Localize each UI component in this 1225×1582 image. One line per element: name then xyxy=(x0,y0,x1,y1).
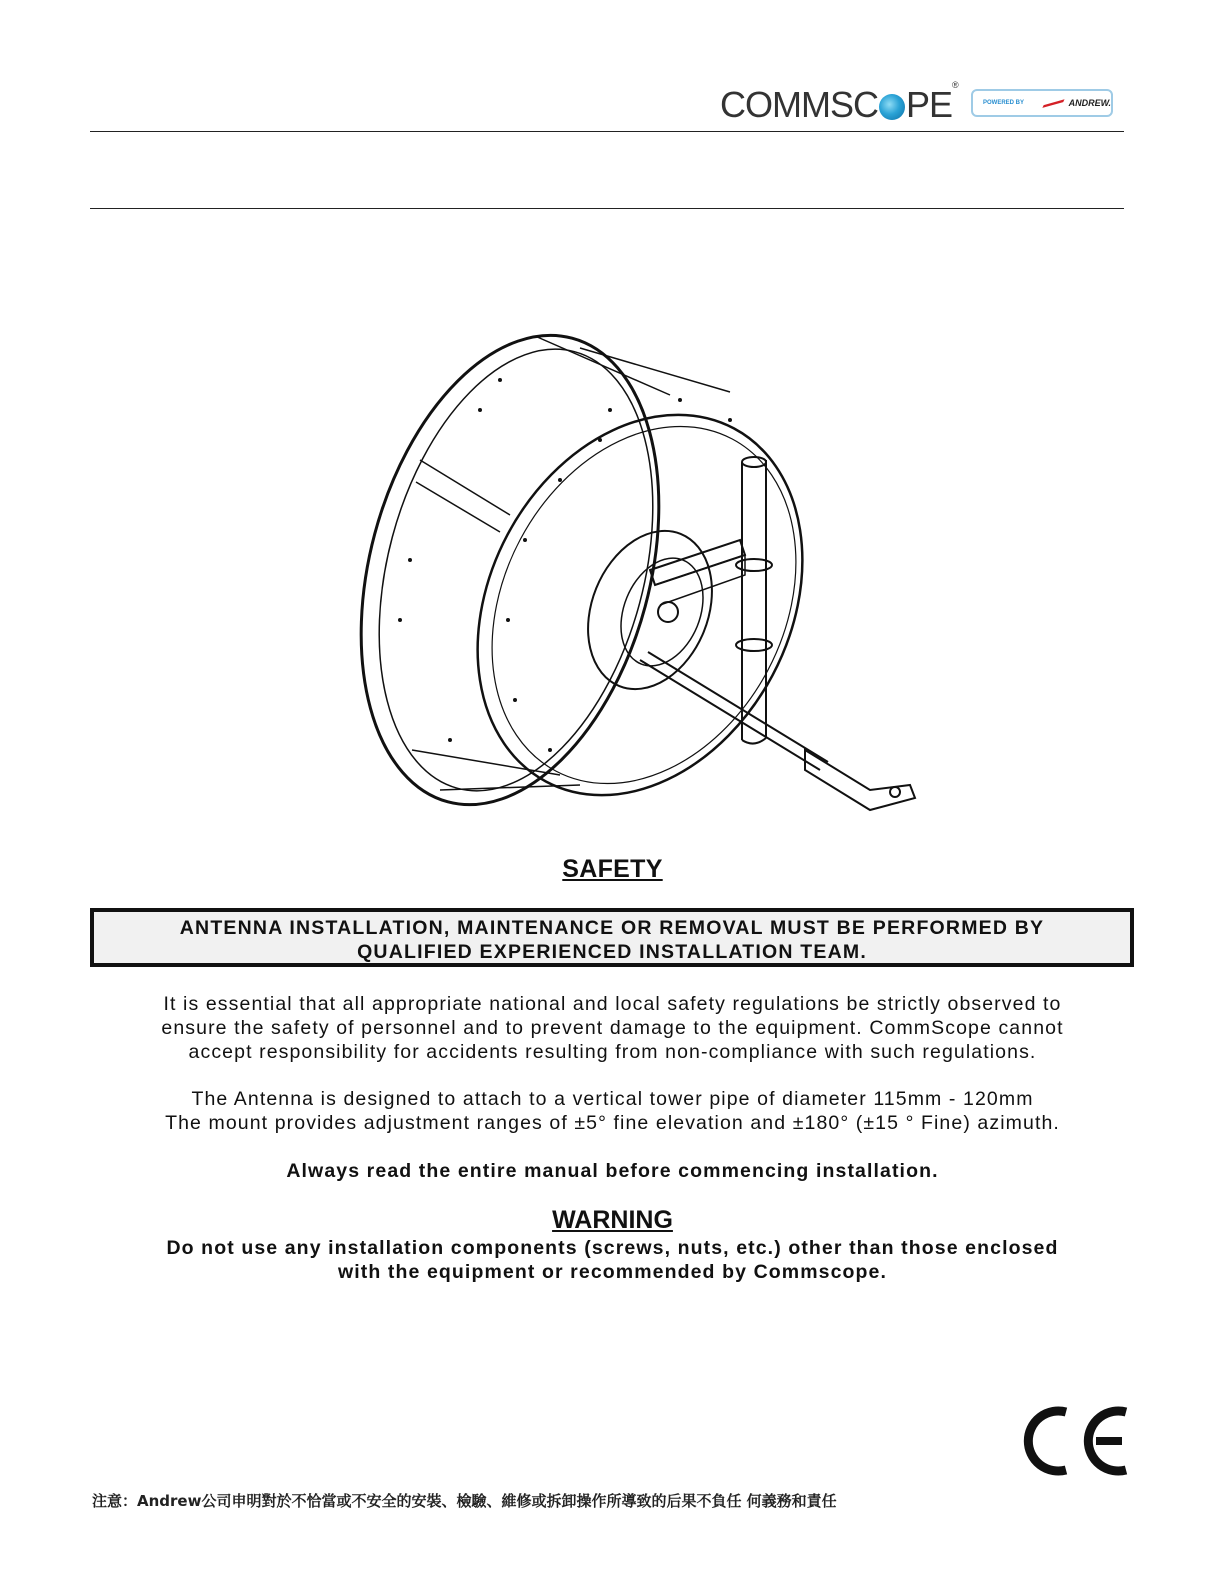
shroud-front-rim xyxy=(414,358,867,820)
badge-brand-text: ANDREW. xyxy=(1068,98,1111,108)
spec-line-2: The mount provides adjustment ranges of ±5° fine elevation and ±180° (±15 ° Fine) azimuth. xyxy=(165,1112,1060,1134)
antenna-dish-illustration xyxy=(350,320,930,820)
safety-heading: SAFETY xyxy=(562,855,663,883)
warning-heading: WARNING xyxy=(552,1206,673,1234)
ce-mark-icon xyxy=(1022,1404,1128,1478)
mast-pole xyxy=(742,460,766,740)
support-strut xyxy=(640,652,828,770)
warning-line-1: Do not use any installation components (screws, nuts, etc.) other than those enclosed xyxy=(166,1237,1059,1259)
installation-warning-box xyxy=(90,908,1134,967)
header-logos xyxy=(718,82,1122,128)
safety-para1-line1: It is essential that all appropriate national and local safety regulations be strictly observed to xyxy=(163,993,1062,1015)
read-manual-notice: Always read the entire manual before commencing installation. xyxy=(286,1160,939,1182)
warning-line-2: with the equipment or recommended by Commscope. xyxy=(337,1261,888,1283)
commscope-logo: COMMSC PE® xyxy=(720,80,958,125)
header-rule-top xyxy=(90,131,1124,132)
safety-regulations-paragraph xyxy=(0,992,1225,1064)
header-rule-bottom xyxy=(90,208,1124,209)
warning-paragraph xyxy=(0,1236,1225,1284)
rivets xyxy=(398,378,732,752)
commscope-o-icon xyxy=(879,94,905,120)
warning-box-line-1: ANTENNA INSTALLATION, MAINTENANCE OR REMOVAL MUST BE PERFORMED BY xyxy=(179,917,1045,939)
andrew-swoosh-icon xyxy=(1043,99,1066,108)
hub-outer xyxy=(566,512,735,708)
shroud-back-rim xyxy=(350,320,707,820)
warning-box-line-2: QUALIFIED EXPERIENCED INSTALLATION TEAM. xyxy=(357,941,867,963)
safety-para1-line2: ensure the safety of personnel and to prevent damage to the equipment. CommScope cannot xyxy=(161,1017,1064,1039)
badge-powered-text: POWERED BY xyxy=(983,100,1025,106)
powered-by-andrew-badge xyxy=(971,89,1113,117)
spec-line-1: The Antenna is designed to attach to a vertical tower pipe of diameter 115mm - 120mm xyxy=(191,1088,1034,1110)
footer-disclaimer: 注意：Andrew公司申明對於不恰當或不安全的安裝、檢驗、維修或拆卸操作所導致的后果不負任 何義務和責任 xyxy=(92,1492,837,1510)
safety-para1-line3: accept responsibility for accidents resulting from non-compliance with such regulations. xyxy=(188,1041,1037,1063)
antenna-spec-paragraph xyxy=(0,1087,1225,1135)
